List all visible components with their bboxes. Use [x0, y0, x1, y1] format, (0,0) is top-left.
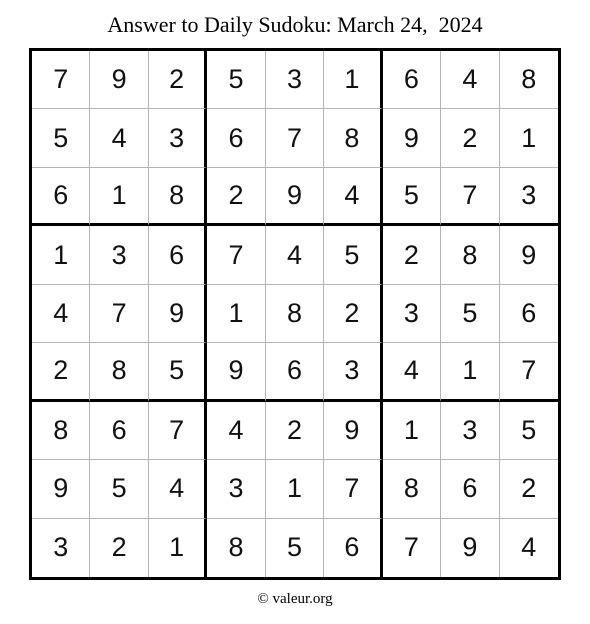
sudoku-cell: 7 [324, 460, 382, 518]
sudoku-cell: 5 [441, 285, 499, 343]
sudoku-cell: 9 [149, 285, 207, 343]
sudoku-cell: 6 [90, 402, 148, 460]
sudoku-cell: 7 [207, 226, 265, 284]
sudoku-cell: 8 [90, 343, 148, 401]
sudoku-cell: 6 [500, 285, 558, 343]
sudoku-cell: 2 [383, 226, 441, 284]
sudoku-cell: 2 [324, 285, 382, 343]
sudoku-cell: 5 [500, 402, 558, 460]
sudoku-cell: 2 [441, 109, 499, 167]
sudoku-cell: 9 [90, 51, 148, 109]
sudoku-cell: 7 [266, 109, 324, 167]
sudoku-cell: 3 [149, 109, 207, 167]
sudoku-cell: 7 [441, 168, 499, 226]
sudoku-cell: 2 [266, 402, 324, 460]
sudoku-cell: 6 [207, 109, 265, 167]
sudoku-cell: 9 [207, 343, 265, 401]
sudoku-cell: 8 [383, 460, 441, 518]
sudoku-cell: 9 [32, 460, 90, 518]
sudoku-cell: 6 [266, 343, 324, 401]
sudoku-cell: 8 [266, 285, 324, 343]
sudoku-cell: 3 [266, 51, 324, 109]
sudoku-cell: 7 [32, 51, 90, 109]
sudoku-cell: 5 [149, 343, 207, 401]
sudoku-cell: 5 [383, 168, 441, 226]
sudoku-cell: 8 [441, 226, 499, 284]
sudoku-cell: 8 [149, 168, 207, 226]
sudoku-cell: 2 [32, 343, 90, 401]
sudoku-cell: 1 [266, 460, 324, 518]
sudoku-cell: 2 [207, 168, 265, 226]
sudoku-cell: 6 [32, 168, 90, 226]
sudoku-cell: 8 [324, 109, 382, 167]
sudoku-cell: 6 [149, 226, 207, 284]
sudoku-board [29, 48, 561, 580]
sudoku-cell: 4 [90, 109, 148, 167]
sudoku-cell: 3 [207, 460, 265, 518]
sudoku-cell: 4 [521, 532, 537, 563]
sudoku-cell: 7 [500, 343, 558, 401]
sudoku-cell: 9 [266, 168, 324, 226]
sudoku-cell: 3 [324, 343, 382, 401]
sudoku-cell: 7 [90, 285, 148, 343]
sudoku-cell: 5 [207, 51, 265, 109]
copyright-footer: © valeur.org [257, 591, 333, 607]
sudoku-cell: 1 [324, 51, 382, 109]
sudoku-cell: 3 [441, 402, 499, 460]
sudoku-cell: 1 [90, 168, 148, 226]
sudoku-cell: 3 [32, 519, 90, 577]
sudoku-cell: 7 [149, 402, 207, 460]
sudoku-cell: 6 [324, 519, 382, 577]
sudoku-cell: 6 [441, 460, 499, 518]
sudoku-cell: 6 [383, 51, 441, 109]
sudoku-cell: 9 [500, 226, 558, 284]
sudoku-cell: 4 [383, 343, 441, 401]
sudoku-cell: 9 [441, 519, 499, 577]
sudoku-cell: 4 [207, 402, 265, 460]
sudoku-cell: 1 [207, 285, 265, 343]
sudoku-cell: 3 [90, 226, 148, 284]
sudoku-cell: 1 [32, 226, 90, 284]
puzzle-title: Answer to Daily Sudoku: March 24, 2024 [107, 12, 483, 37]
sudoku-cell: 1 [149, 519, 207, 577]
sudoku-cell: 4 [441, 51, 499, 109]
sudoku-cell: 1 [383, 402, 441, 460]
sudoku-cell: 4 [266, 226, 324, 284]
sudoku-cell: 8 [207, 519, 265, 577]
sudoku-cell: 5 [90, 460, 148, 518]
sudoku-cell: 8 [500, 51, 558, 109]
sudoku-cell: 2 [90, 519, 148, 577]
sudoku-cell: 5 [32, 109, 90, 167]
sudoku-cell: 9 [383, 109, 441, 167]
sudoku-cell: 4 [324, 168, 382, 226]
sudoku-cell: 7 [383, 519, 441, 577]
sudoku-cell: 2 [149, 51, 207, 109]
sudoku-cell: 4 [32, 285, 90, 343]
sudoku-cell: 5 [266, 519, 324, 577]
sudoku-cell: 8 [32, 402, 90, 460]
sudoku-cell: 2 [500, 460, 558, 518]
sudoku-cell: 1 [441, 343, 499, 401]
sudoku-cell: 4 [149, 460, 207, 518]
sudoku-cell: 5 [324, 226, 382, 284]
sudoku-cell: 1 [500, 109, 558, 167]
sudoku-cell: 9 [324, 402, 382, 460]
sudoku-cell: 3 [500, 168, 558, 226]
sudoku-cell: 3 [383, 285, 441, 343]
